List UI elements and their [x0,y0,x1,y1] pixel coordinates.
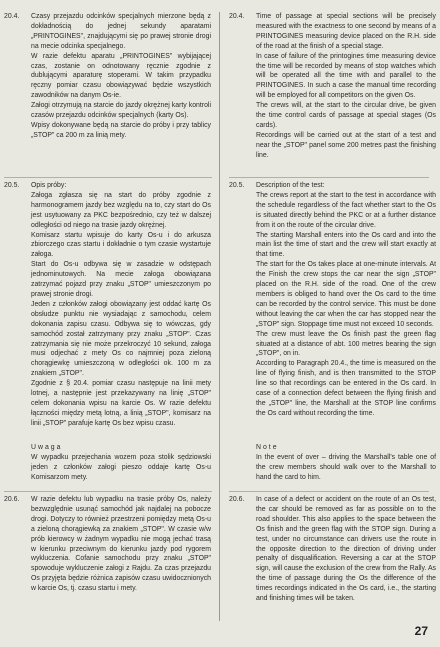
paragraph: The starting Marshall enters into the Os card and into the main list the time of start and the crew will start exactly at that time. [256,231,436,259]
paragraph: According to Paragraph 20.4., the time is measured on the line of flying finish, and is then transmitted to the STOP line so that recordings can be entered in the Os card. In case of a connection defect between the flying finish and the „STOP" line, the Marshall at the STOP line confirms the Os card without recording the time. [256,360,436,417]
section-number: 20.4. [229,13,245,20]
note-text [256,443,436,483]
note-heading: Note [256,444,279,451]
column-divider [219,12,220,621]
paragraph: Załogi otrzymują na starcie do jazdy okrężnej karty kontroli czasów przejazdu odcinków specjalnych (karty Os). [31,102,211,120]
page-number: 27 [414,624,428,638]
section-text [256,181,436,419]
section-number: 20.5. [229,182,245,189]
paragraph: In case of a defect or accident on the route of an Os test, the car should be removed as far as possible on to the road shoulder. This also applies to the space between the Os finish and the green flag with the STOP sign. During a test, under no circumstance can drivers use the route in the opposite direction to the direction of driving under penalty of disqualification. Reversing a car at the STOP sign, will cause the exclusion of the crew from the Rally. As the time of passage during the Os the difference of the times recordings indicated in the Os card, i.e., the starting and finishing times will be taken. [256,496,436,603]
paragraph: Wpisy dokonywane będą na starcie do próby i przy tablicy „STOP" ca 200 m za linią mety. [31,121,211,139]
section-text [31,12,211,141]
paragraph: Description of the test: [256,182,325,189]
paragraph: W razie defektu lub wypadku na trasie próby Os, należy bezwzględnie usunąć samochód jak najdalej na pobocze drogi. Dotyczy to również przestrzeni pomiędzy metą Os-u a zieloną chorągiewką za znakiem „STOP". W czasie w/w prób kierowcy w żadnym wypadku nie mogą jechać trasą w kierunku przeciwnym do kierunku jazdy pod rygorem wykluczenia. Cofanie samochodu przy znaku „STOP" spowoduje wykluczenie załogi z Rajdu. Za czas przejazdu Os przyjęta będzie różnica zapisów czasu uwidocznionych w karcie Os, tj. czasu startu i mety. [31,496,211,593]
paragraph: Komisarz startu wpisuje do karty Os-u i do arkusza zbiorczego czas startu i dokładnie o tym czasie wystartuje załoga. [31,231,211,259]
note-text [31,443,211,483]
section-text [256,495,436,604]
paragraph: W wypadku przejechania wozem poza stolik sędziowski jeden z członków załogi pieszo oddaje kartę Os-u Komisarzom mety. [31,453,211,481]
paragraph: Time of passage at special sections will be precisely measured with the exactness to one second by means of a PRINTOGINES measuring device placed on the R.H. side of the road at the finish of a special stage. [256,13,436,50]
section-number: 20.5. [4,182,20,189]
paragraph: Czasy przejazdu odcinków specjalnych mierzone będą z dokładnością do jednej sekundy aparatami „PRINTOGINES", znajdującymi się po prawej stronie drogi na mecie odcinka specjalnego. [31,13,211,50]
paragraph: Opis próby: [31,182,67,189]
section-number: 20.6. [229,496,245,503]
paragraph: W razie defektu aparatu „PRINTOGINES" wybijającej czas, zostanie on odnotowany ręcznie zgodnie z dublującymi aparaturę stoperami. W takim przypadku ręczny pomiar czasu obowiązywać będzie wszystkich zawodników na danym Os-ie. [31,52,211,100]
section-text [31,181,211,429]
paragraph: The start for the Os takes place at one-minute intervals. At the Finish the crew stops the car near the sign „STOP" placed on the R.H. side of the road. One of the crew members is obliged to hand over the Os card to the time can be recorded by the control service. This must be done without leaving the car when the car has stopped near the „STOP" sign. Stoppage time must not exceed 10 seconds. [256,261,436,328]
section-number: 20.4. [4,13,20,20]
paragraph: Zgodnie z § 20.4. pomiar czasu następuje na linii mety lotnej, a następnie jest przekazywany na linię „STOP" celem dokonania wpisu na karcie Os. W razie defektu łączności między metą lotną, a linią „STOP", komisarz na linii „STOP" parafuje kartę Os bez wpisu czasu. [31,380,211,427]
section-rule [4,177,212,178]
paragraph: In the event of over – driving the Marshall's table one of the crew members should walk over to the Marshall to hand the card to him. [256,453,436,481]
section-rule [229,177,429,178]
paragraph: The crews report at the start to the test in accordance with the schedule regardless of the fact whether start to the Os is situated directly behind the PKC or at a further distance from it on the route of the circular drive. [256,191,436,229]
section-text [31,495,211,594]
paragraph: The crews will, at the start to the circular drive, be given the time control cards of passage at special stages (Os cards). [256,102,436,129]
section-rule [4,491,212,492]
paragraph: Załoga zgłasza się na start do próby zgodnie z harmonogramem jazdy bez względu na to, czy start do Os jest usytuowany za PKC bezpośrednio, czy też w dalszej odległości od niego na trasie jazdy okrężnej. [31,191,211,229]
paragraph: In case of failure of the printogines time measuring device the time will be recorded by means of stop watches which will be operated all the time with and parallel to the PRINTOGINES. In such a case the manual time recording will be employed for all competitors on the given Os. [256,52,436,100]
paragraph: Start do Os-u odbywa się w zasadzie w odstępach jednominutowych. Na mecie załoga obowiązana zatrzymać pojazd przy znaku „STOP" umieszczonym po prawej stronie drogi. [31,261,211,298]
paragraph: Recordings will be carried out at the start of a test and near the „STOP" panel some 200 metres past the finishing line. [256,131,436,159]
paragraph: The crew must leave the Os finish past the green flag situated at a distance of abt. 100 metres bearing the sign „STOP", on in. [256,330,436,358]
paragraph: Jeden z członków załogi obowiązany jest oddać kartę Os obsłudze punktu nie wysiadając z samochodu, celem dokonania zapisu czasu. Odbywa się to wówczas, gdy samochód został zatrzymany przy znaku „STOP". Czas zatrzymania się nie może przekroczyć 10 sekund, załoga musi odjechać z mety Os co najmniej poza zieloną chorągiewkę umieszczoną w odległości ok. 100 m za znakiem „STOP". [31,300,211,378]
section-number: 20.6. [4,496,20,503]
note-heading: Uwaga [31,444,63,451]
section-text [256,12,436,161]
section-rule [229,491,429,492]
